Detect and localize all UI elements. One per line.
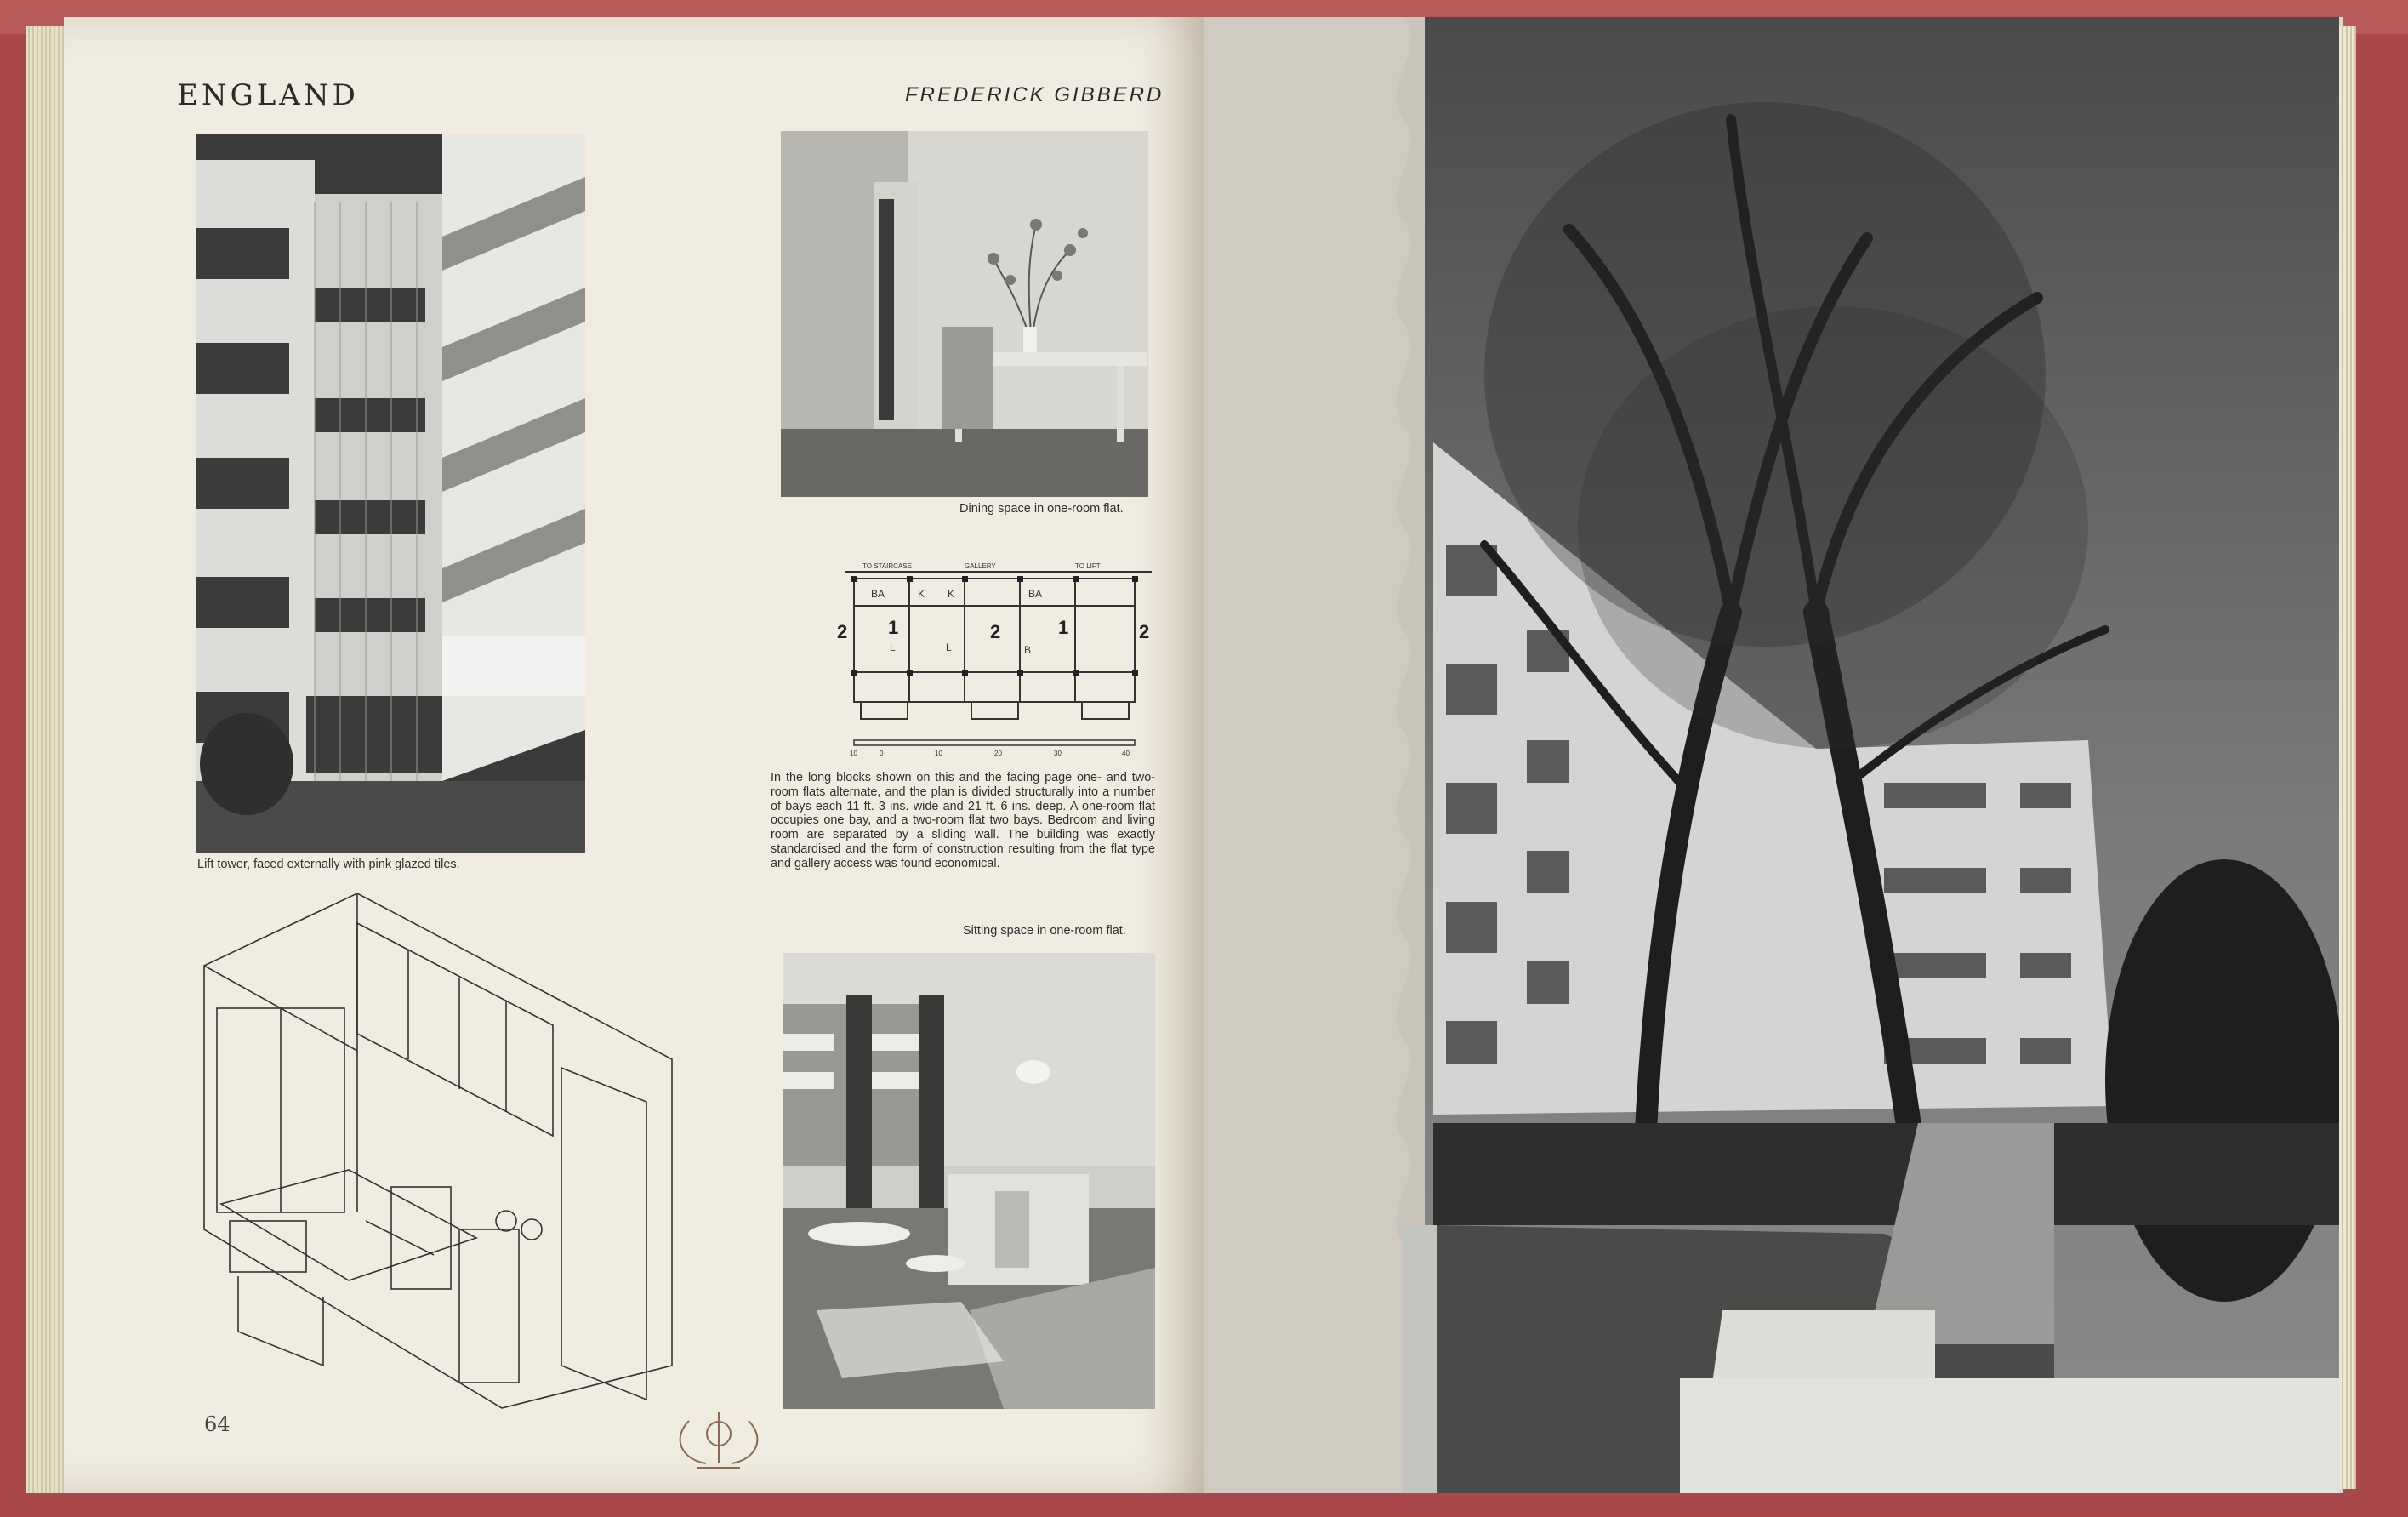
plan-room-label: L (890, 642, 896, 653)
plan-top-label: TO STAIRCASE (862, 562, 912, 570)
lift-tower-caption: Lift tower, faced externally with pink glazed tiles. (197, 858, 460, 871)
plan-scale-label: 20 (994, 750, 1002, 757)
plan-top-label: GALLERY (965, 562, 996, 570)
dining-caption: Dining space in one-room flat. (959, 502, 1124, 516)
running-head-architect: FREDERICK GIBBERD (905, 83, 1164, 106)
plan-room-label: K (948, 588, 955, 600)
plan-number: 2 (990, 621, 1001, 642)
flat-plan-diagram (837, 553, 1160, 761)
plan-scale-label: 10 (850, 750, 857, 757)
plan-room-label: BA (871, 588, 885, 600)
plan-room-label: B (1024, 644, 1032, 656)
plan-room-label: L (946, 642, 952, 653)
page-number: 64 (204, 1412, 231, 1436)
running-head-country: ENGLAND (177, 78, 359, 112)
plan-scale-label: 40 (1122, 750, 1130, 757)
plan-scale-label: 0 (880, 750, 884, 757)
kitchen-isometric-drawing (196, 889, 680, 1412)
plan-room-label: K (918, 588, 925, 600)
building-exterior-photo (1204, 17, 2339, 1493)
sitting-caption: Sitting space in one-room flat. (963, 924, 1126, 938)
plan-number: 2 (837, 621, 848, 642)
crest-emblem (663, 1404, 774, 1472)
dining-photo (781, 131, 1148, 497)
plan-number: 1 (888, 617, 899, 638)
plan-number: 1 (1058, 617, 1069, 638)
sitting-room-photo (783, 953, 1155, 1409)
plan-scale-label: 30 (1054, 750, 1062, 757)
plan-top-label: TO LIFT (1075, 562, 1101, 570)
plan-number: 2 (1139, 621, 1150, 642)
body-text: In the long blocks shown on this and the facing page one- and two-room flats alternate, and the plan is divided structurally into a number of bays each 11 ft. 3 ins. wide and 21 ft. 6 ins. deep. A one-room flat occupies one bay, and a two-room flat two bays. Bedroom and living room are separated by a sliding wall. The building was exactly standardised and the form of construction resulting from the flat type and gallery access was found economical. (771, 771, 1155, 870)
plan-room-label: BA (1028, 588, 1043, 600)
lift-tower-photo (196, 134, 585, 853)
plan-scale-label: 10 (935, 750, 942, 757)
